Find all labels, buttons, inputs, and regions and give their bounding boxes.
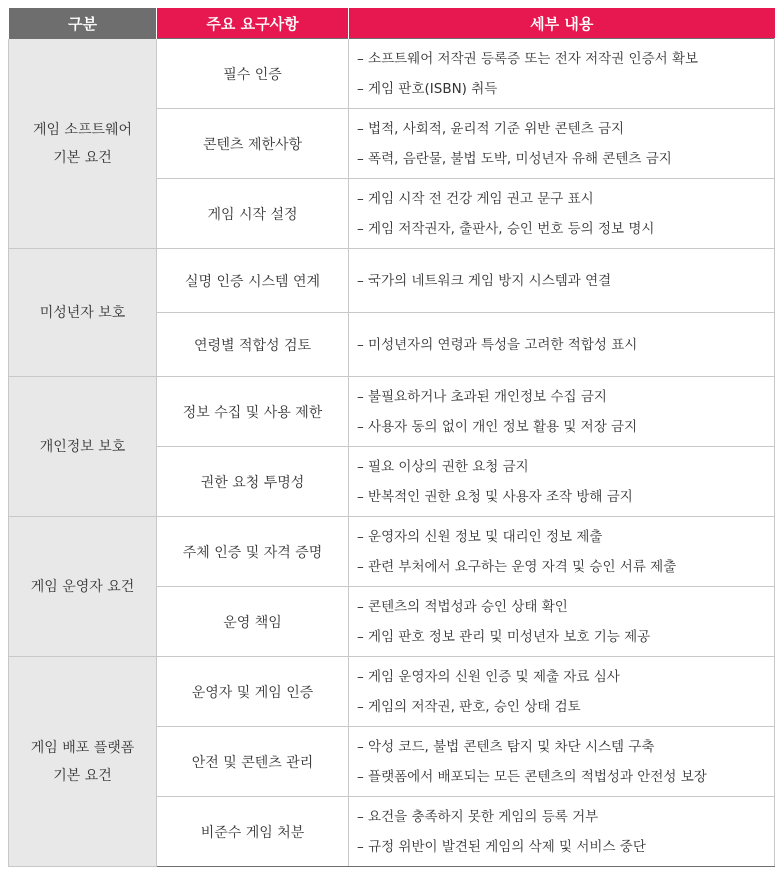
category-label: 개인정보 보호	[39, 438, 126, 455]
details-cell	[349, 377, 775, 447]
details-cell	[349, 109, 775, 179]
table-row	[9, 517, 775, 587]
category-cell	[9, 517, 157, 657]
detail-line: – 규정 위반이 발견된 게임의 삭제 및 서비스 중단	[357, 838, 646, 855]
requirement-cell: 운영 책임	[157, 587, 349, 657]
table-row	[9, 657, 775, 727]
requirement-cell: 주체 인증 및 자격 증명	[157, 517, 349, 587]
detail-line: – 게임 판호(ISBN) 취득	[357, 80, 498, 97]
category-label: 기본 요건	[53, 767, 112, 784]
requirement-cell: 정보 수집 및 사용 제한	[157, 377, 349, 447]
detail-line: – 소프트웨어 저작권 등록증 또는 전자 저작권 인증서 확보	[357, 50, 699, 67]
details-cell	[349, 657, 775, 727]
requirement-cell: 운영자 및 게임 인증	[157, 657, 349, 727]
detail-line: – 미성년자의 연령과 특성을 고려한 적합성 표시	[357, 336, 638, 353]
detail-line: – 관련 부처에서 요구하는 운영 자격 및 승인 서류 제출	[357, 558, 677, 575]
header-details: 세부 내용	[349, 8, 775, 39]
category-label: 기본 요건	[53, 149, 112, 166]
category-cell	[9, 657, 157, 867]
table-row	[9, 249, 775, 313]
header-row	[9, 8, 775, 39]
requirement-cell: 실명 인증 시스템 연계	[157, 249, 349, 313]
category-cell	[9, 249, 157, 377]
requirement-cell: 콘텐츠 제한사항	[157, 109, 349, 179]
category-cell	[9, 377, 157, 517]
details-cell	[349, 313, 775, 377]
requirement-cell: 권한 요청 투명성	[157, 447, 349, 517]
category-cell	[9, 39, 157, 249]
details-cell	[349, 797, 775, 867]
detail-line: – 운영자의 신원 정보 및 대리인 정보 제출	[357, 528, 603, 545]
detail-line: – 폭력, 음란물, 불법 도박, 미성년자 유해 콘텐츠 금지	[357, 150, 672, 167]
detail-line: – 국가의 네트워크 게임 방지 시스템과 연결	[357, 272, 612, 289]
details-cell	[349, 39, 775, 109]
detail-line: – 요건을 충족하지 못한 게임의 등록 거부	[357, 808, 599, 825]
details-cell	[349, 179, 775, 249]
detail-line: – 악성 코드, 불법 콘텐츠 탐지 및 차단 시스템 구축	[357, 738, 655, 755]
category-label: 게임 소프트웨어	[32, 121, 133, 138]
detail-line: – 게임 시작 전 건강 게임 권고 문구 표시	[357, 190, 594, 207]
header-category: 구분	[9, 8, 157, 39]
detail-line: – 게임 운영자의 신원 인증 및 제출 자료 심사	[357, 668, 620, 685]
detail-line: – 게임 판호 정보 관리 및 미성년자 보호 기능 제공	[357, 628, 651, 645]
detail-line: – 반복적인 권한 요청 및 사용자 조작 방해 금지	[357, 488, 633, 505]
detail-line: – 불필요하거나 초과된 개인정보 수집 금지	[357, 388, 607, 405]
detail-line: – 게임 저작권자, 출판사, 승인 번호 등의 정보 명시	[357, 220, 655, 237]
requirement-cell: 필수 인증	[157, 39, 349, 109]
table-row	[9, 377, 775, 447]
category-label: 게임 배포 플랫폼	[30, 739, 135, 756]
detail-line: – 게임의 저작권, 판호, 승인 상태 검토	[357, 698, 581, 715]
requirement-cell: 게임 시작 설정	[157, 179, 349, 249]
details-cell	[349, 727, 775, 797]
category-label: 미성년자 보호	[39, 304, 126, 321]
header-requirement: 주요 요구사항	[157, 8, 349, 39]
detail-line: – 플랫폼에서 배포되는 모든 콘텐츠의 적법성과 안전성 보장	[357, 768, 707, 785]
details-cell	[349, 587, 775, 657]
details-cell	[349, 517, 775, 587]
detail-line: – 필요 이상의 권한 요청 금지	[357, 458, 529, 475]
details-cell	[349, 447, 775, 517]
requirement-cell: 비준수 게임 처분	[157, 797, 349, 867]
detail-line: – 법적, 사회적, 윤리적 기준 위반 콘텐츠 금지	[357, 120, 625, 137]
detail-line: – 사용자 동의 없이 개인 정보 활용 및 저장 금지	[357, 418, 638, 435]
requirement-cell: 안전 및 콘텐츠 관리	[157, 727, 349, 797]
requirement-cell: 연령별 적합성 검토	[157, 313, 349, 377]
category-label: 게임 운영자 요건	[30, 578, 135, 595]
detail-line: – 콘텐츠의 적법성과 승인 상태 확인	[357, 598, 568, 615]
requirements-table	[8, 8, 775, 867]
table-row	[9, 39, 775, 109]
details-cell	[349, 249, 775, 313]
